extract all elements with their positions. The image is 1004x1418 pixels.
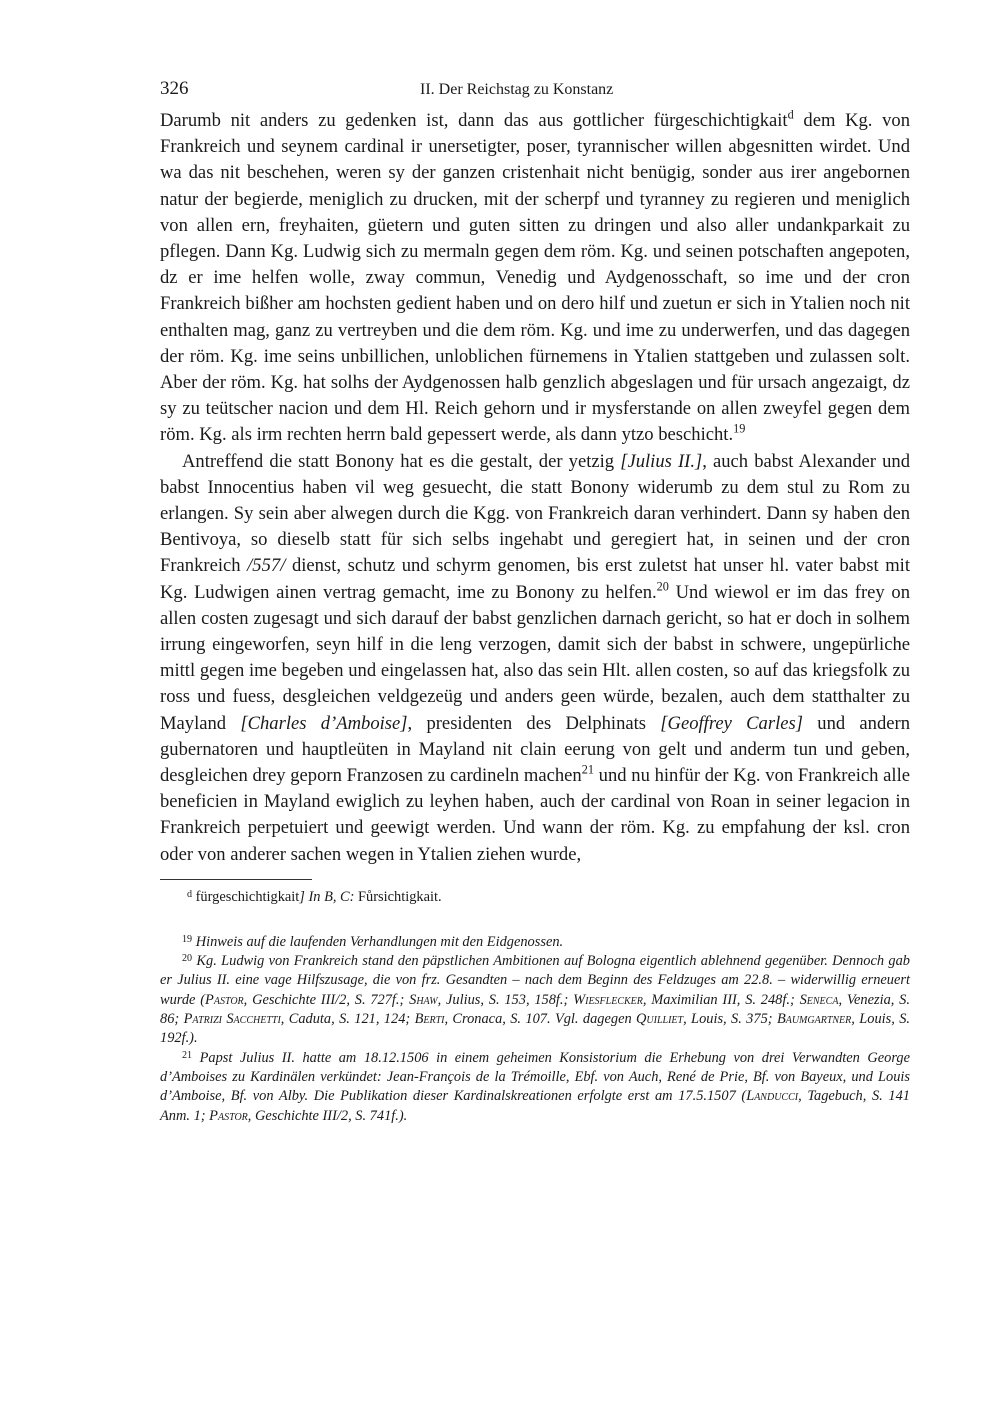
editorial-insertion: [Julius II.]: [620, 450, 703, 472]
text-span: und andern gubernatoren und hauptleüten in Mayland nit clain eerung von gelt und anderm tun und geben, desgleichen drey geporn Franzosen zu cardineln machen: [160, 712, 911, 787]
textual-apparatus-note: [160, 888, 910, 907]
author-name: Patrizi Sacchetti: [183, 1011, 281, 1028]
page-header: [160, 78, 910, 108]
page-number: 326: [160, 78, 189, 99]
footnote-19: [160, 933, 910, 952]
author-name: Shaw: [409, 991, 438, 1008]
paragraph-1: [160, 108, 910, 449]
text-span: dem Kg. von Frankreich und seynem cardinal ir unersetigter, poser, tyrannischer willen abgesnitten wirdet. Und wa das nit beschehen, weren sy der ganzen cristenhait nicht benügig, sonder aus irer angebornen natur der begierde, meniglich zu drucken, mit der scherpf und tyranney zu regieren und meniglich von allen ern, freyhaiten, güetern und guten sitten zu dringen und also aller undankparkait zu pflegen. Dann Kg. Ludwig sich zu mermaln gegen dem röm. Kg. und seinen potschaften angepoten, dz er ime helfen wolle, zway commun, Venedig und Aydgenosschaft, so ime und der cron Frankreich bißher am hochsten gedient haben und on dero hilf und zuetun er sich in Ytalien noch nit enthalten mag, ganz zu vertreyben und die dem röm. Kg. und ime zu underwerfen, und das dagegen der röm. Kg. ime seins unbillichen, unloblichen fürnemens in Ytalien stattgeben und zulassen solt. Aber der röm. Kg. hat solhs der Aydgenossen halb genzlich abgeslagen und für ursach angezaigt, dz sy zu teütscher nacion und dem Hl. Reich gehorn und ir mysferstande on allen zweyfel gegen dem röm. Kg. als irm rechten herrn bald gepessert werde, als dann ytzo beschicht.: [160, 110, 910, 446]
footnote-text: Kg. Ludwig von Frankreich stand den päpstlichen Ambitionen auf Bologna eigentlich ablehnend gegenüber. Dennoch gab er Julius II. eine vage Hilfszusage, die von frz. Gesandten – nach dem Beginn des Feldzuges am 22.8. – widerwillig erneuert wurde (Pastor, Geschichte III/2, S. 727f.; Shaw, Julius, S. 153, 158f.; Wiesflecker, Maximilian III, S. 248f.; Seneca, Venezia, S. 86; Patrizi Sacchetti, Caduta, S. 121, 124; Berti, Cronaca, S. 107. Vgl. dagegen Quilliet, Louis, S. 375; Baumgartner, Louis, S. 192f.).: [160, 953, 910, 1047]
footnote-number: 21: [182, 1049, 193, 1061]
paragraph-2: [160, 449, 910, 868]
footnote-number: 19: [182, 933, 193, 945]
footnote-20: [160, 952, 910, 1048]
footnote-ref: 19: [733, 422, 746, 437]
footnote-ref: 20: [656, 579, 669, 594]
apparatus-marker: d: [787, 107, 794, 122]
footnote-text: Papst Julius II. hatte am 18.12.1506 in einem geheimen Konsistorium die Erhebung von drei Verwandten George d’Amboises zu Kardinälen verkündet: Jean-François de la Trémoille, Ebf. von Auch, René de Prie, Bf. von Bayeux, und Louis d’Amboise, Bf. von Alby. Die Publikation dieser Kardinalskreationen erfolgte erst am 17.5.1507 (Landucci, Tagebuch, S. 141 Anm. 1; Pastor, Geschichte III/2, S. 741f.).: [160, 1049, 910, 1124]
footnote-21: [160, 1049, 910, 1126]
source-siglum: ] In B, C:: [299, 888, 355, 905]
variant-reading: Fůrsichtigkait.: [354, 888, 442, 905]
footnote-number: 20: [182, 953, 193, 965]
footnotes: [160, 933, 910, 1126]
editorial-insertion: [Geoffrey Carles]: [660, 712, 803, 734]
text-span: dienst, schutz und schyrm genomen, bis erst zuletst hat unser hl. vater babst mit Kg. Ludwigen ainen vertrag gemacht, ime zu Bonony zu helfen.: [160, 555, 910, 603]
text-span: , presidenten des Delphinats: [407, 712, 661, 734]
editorial-insertion: [Charles d’Amboise]: [240, 712, 408, 734]
author-name: Berti: [414, 1011, 445, 1028]
text-span: Antreffend die statt Bonony hat es die gestalt, der yetzig: [182, 450, 621, 472]
author-name: Landucci: [746, 1088, 799, 1105]
lemma: fürgeschichtigkait: [192, 888, 300, 905]
author-name: Pastor: [209, 1107, 248, 1124]
text-span: und nu hinfür der Kg. von Frankreich alle beneficien in Mayland ewiglich zu leyhen haben, auch der cardinal von Roan in seiner legacion in Frankreich perpetuiert und geewigt werden. Und wann der röm. Kg. zu empfahung der ksl. cron oder von anderer sachen wegen in Ytalien ziehen wurde,: [160, 765, 910, 865]
apparatus-marker: d: [187, 888, 193, 900]
running-head: II. Der Reichstag zu Konstanz: [420, 81, 614, 98]
footnote-divider: [160, 879, 312, 880]
author-name: Wiesflecker: [573, 991, 643, 1008]
author-name: Quilliet: [636, 1011, 684, 1028]
text-span: Darumb nit anders zu gedenken ist, dann das aus gottlicher fürgeschichtigkait: [160, 110, 788, 131]
text-span: Und wiewol er im das frey on allen costen zugesagt und sich darauf der babst genzlichen darnach gericht, so hat er doch in solhem irrung eingeworfen, seyn hilf in die leng verzogen, damit sich der babst in schwere, ungepürliche mittl gegen ime begeben und eingelassen hat, also das sein Hlt. allen costen, so auf das kriegsfolk zu ross und fuess, desgleichen veldgezeüg und anders geen würde, bezalen, auch dem statthalter zu Mayland: [160, 581, 910, 734]
footnote-ref: 21: [581, 762, 594, 777]
book-page: [160, 78, 910, 1126]
text-span: , auch babst Alexander und babst Innocentius haben vil weg gesuecht, die statt Bonony widerumb zu dem stul zu Rom zu erlangen. Sy sein aber alwegen durch die Kgg. von Frankreich daran verhindert. Dann sy haben den Bentivoya, so dieselb statt für sich selbs ingehabt und geregiert hat, in seinen und der cron Frankreich: [160, 450, 910, 577]
author-name: Baumgartner: [776, 1011, 852, 1028]
author-name: Pastor: [205, 991, 244, 1008]
author-name: Seneca: [799, 991, 839, 1008]
main-text: [160, 108, 910, 868]
folio-marker: /557/: [247, 555, 286, 577]
footnote-text: Hinweis auf die laufenden Verhandlungen mit den Eidgenossen.: [195, 933, 564, 950]
